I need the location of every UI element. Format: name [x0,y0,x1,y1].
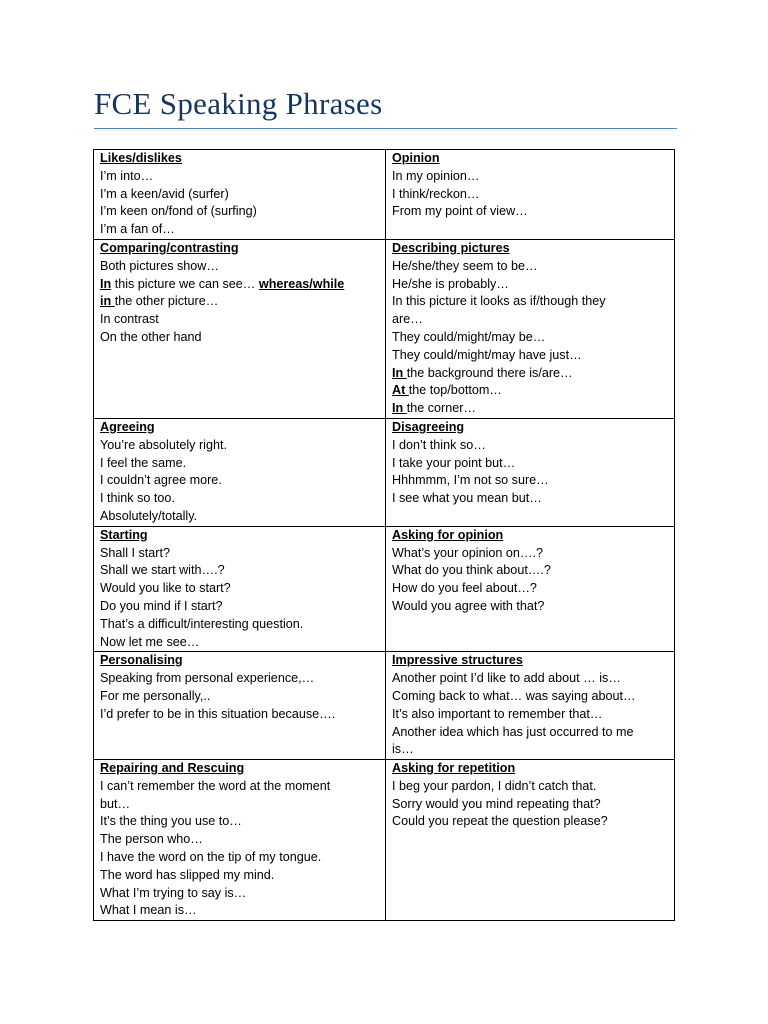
phrase-text: the background there is/are… [406,365,573,380]
phrase-text: From my point of view… [392,204,528,219]
phrase-line [392,203,668,221]
phrase-cell-left [94,760,386,921]
phrase-text: I take your point but… [392,455,516,470]
phrase-line [392,400,668,418]
phrase-text: They could/might/may be… [392,329,546,344]
phrase-text: Coming back to what… was saying about… [392,688,636,703]
phrase-text: I’m a fan of… [100,222,175,237]
phrase-line [100,831,379,849]
emphasized-word: whereas/while [258,276,345,291]
phrase-text: Now let me see… [100,634,200,649]
phrase-text: I’m into… [100,168,154,183]
phrase-text: It’s the thing you use to… [100,814,242,829]
phrase-line [392,813,668,831]
phrase-line [100,472,379,490]
category-heading: Impressive structures [392,653,523,668]
phrase-text: What do you think about….? [392,563,551,578]
phrase-line [392,311,668,329]
phrase-text: I’m keen on/fond of (surfing) [100,204,257,219]
category-heading: Disagreeing [392,419,465,434]
phrase-text: Another point I’d like to add about … is… [392,671,621,686]
phrase-text: Would you like to start? [100,581,231,596]
phrase-cell-left [94,418,386,526]
phrase-line [100,813,379,831]
phrase-text: In contrast [100,312,159,327]
phrase-line [392,545,668,563]
page-title: FCE Speaking Phrases [94,86,383,121]
category-heading: Personalising [100,653,183,668]
phrase-text: Both pictures show… [100,258,219,273]
phrase-line [392,258,668,276]
phrase-cell-left [94,526,386,652]
phrase-text: The word has slipped my mind. [100,867,275,882]
phrase-text: I see what you mean but… [392,491,542,506]
phrase-line [100,258,379,276]
phrase-line [100,688,379,706]
phrase-text: Speaking from personal experience,… [100,671,315,686]
phrases-table [93,149,675,921]
phrase-line [392,688,668,706]
phrase-text: the corner… [406,401,476,416]
phrase-line [392,329,668,347]
phrase-text: this picture we can see… [111,276,259,291]
category-heading: Agreeing [100,419,155,434]
phrase-text: Sorry would you mind repeating that? [392,796,601,811]
phrase-text: In my opinion… [392,168,480,183]
emphasized-word: In [392,365,407,380]
table-row [94,150,675,240]
phrase-text: I have the word on the tip of my tongue. [100,850,322,865]
category-heading: Starting [100,527,148,542]
phrase-text: are… [392,312,423,327]
phrase-line [392,437,668,455]
emphasized-word: At [392,383,409,398]
emphasized-word: in [100,294,115,309]
phrase-line [100,455,379,473]
phrase-line [392,490,668,508]
phrase-line [100,276,379,294]
phrase-line [392,741,668,759]
phrase-line [392,562,668,580]
phrase-cell-left [94,652,386,760]
phrase-text: Do you mind if I start? [100,598,223,613]
phrase-line [100,580,379,598]
phrase-line [392,347,668,365]
phrase-line [392,186,668,204]
table-row [94,652,675,760]
phrase-cell-right [386,418,675,526]
phrase-text: I feel the same. [100,455,187,470]
phrase-text: In this picture it looks as if/though they [392,294,606,309]
phrase-line [392,670,668,688]
phrase-line [100,670,379,688]
phrase-text: He/she is probably… [392,276,509,291]
phrase-text: Absolutely/totally. [100,508,198,523]
phrase-line [100,885,379,903]
phrase-line [100,311,379,329]
phrase-text: They could/might/may have just… [392,347,582,362]
category-heading: Likes/dislikes [100,151,182,165]
phrase-line [100,186,379,204]
phrase-line [392,168,668,186]
phrase-line [100,437,379,455]
phrase-cell-left [94,239,386,418]
phrase-line [392,580,668,598]
category-heading: Repairing and Rescuing [100,761,245,776]
phrase-text: That’s a difficult/interesting question. [100,616,304,631]
phrase-text: What’s your opinion on….? [392,545,543,560]
phrases-table-body [94,150,675,921]
phrase-text: I can’t remember the word at the moment [100,778,331,793]
phrase-text: It’s also important to remember that… [392,706,603,721]
title-divider [94,128,677,129]
phrase-line [100,490,379,508]
phrase-cell-left [94,150,386,240]
emphasized-word: In [392,401,407,416]
phrase-text: Would you agree with that? [392,598,545,613]
phrase-line [392,382,668,400]
phrase-text: I think/reckon… [392,186,480,201]
phrase-line [392,706,668,724]
phrase-text: What I mean is… [100,903,197,918]
phrase-line [100,706,379,724]
phrase-text: Another idea which has just occurred to me [392,724,634,739]
phrase-text: Could you repeat the question please? [392,814,608,829]
phrase-text: but… [100,796,131,811]
phrase-line [100,203,379,221]
phrase-line [392,598,668,616]
phrase-text: Hhhmmm, I’m not so sure… [392,473,549,488]
phrase-line [392,724,668,742]
phrase-line [392,293,668,311]
category-heading: Asking for repetition [392,761,516,776]
table-row [94,526,675,652]
phrase-line [100,902,379,920]
phrase-line [100,598,379,616]
phrase-text: The person who… [100,832,203,847]
phrase-line [100,796,379,814]
phrase-cell-right [386,239,675,418]
phrase-text: is… [392,742,414,757]
phrase-line [392,778,668,796]
phrase-line [100,329,379,347]
phrase-text: You’re absolutely right. [100,437,227,452]
phrase-line [100,293,379,311]
phrase-line [392,472,668,490]
table-row [94,760,675,921]
phrase-text: I’m a keen/avid (surfer) [100,186,229,201]
table-row [94,239,675,418]
phrase-line [100,867,379,885]
category-heading: Comparing/contrasting [100,240,239,255]
phrase-text: What I’m trying to say is… [100,885,247,900]
phrase-line [100,634,379,652]
phrase-cell-right [386,150,675,240]
phrase-line [100,168,379,186]
phrase-text: I don’t think so… [392,437,486,452]
emphasized-word: In [100,276,112,291]
phrase-line [392,796,668,814]
phrase-text: I couldn’t agree more. [100,473,222,488]
phrase-line [100,562,379,580]
phrase-text: I’d prefer to be in this situation because…. [100,706,336,721]
table-row [94,418,675,526]
phrase-text: I think so too. [100,491,175,506]
category-heading: Opinion [392,151,440,165]
category-heading: Describing pictures [392,240,510,255]
phrase-line [100,616,379,634]
phrase-line [100,545,379,563]
phrase-text: He/she/they seem to be… [392,258,538,273]
phrase-text: the top/bottom… [408,383,502,398]
phrase-text: Shall I start? [100,545,170,560]
phrase-line [100,221,379,239]
phrase-cell-right [386,760,675,921]
phrase-text: For me personally,.. [100,688,211,703]
phrase-line [100,508,379,526]
category-heading: Asking for opinion [392,527,504,542]
phrase-line [392,365,668,383]
phrase-line [392,455,668,473]
phrase-cell-right [386,652,675,760]
phrase-cell-right [386,526,675,652]
phrase-text: Shall we start with….? [100,563,225,578]
phrase-text: How do you feel about…? [392,581,537,596]
phrase-line [100,778,379,796]
phrase-text: I beg your pardon, I didn’t catch that. [392,778,597,793]
phrase-text: On the other hand [100,329,202,344]
phrase-text: the other picture… [114,294,219,309]
phrase-line [392,276,668,294]
phrase-line [100,849,379,867]
